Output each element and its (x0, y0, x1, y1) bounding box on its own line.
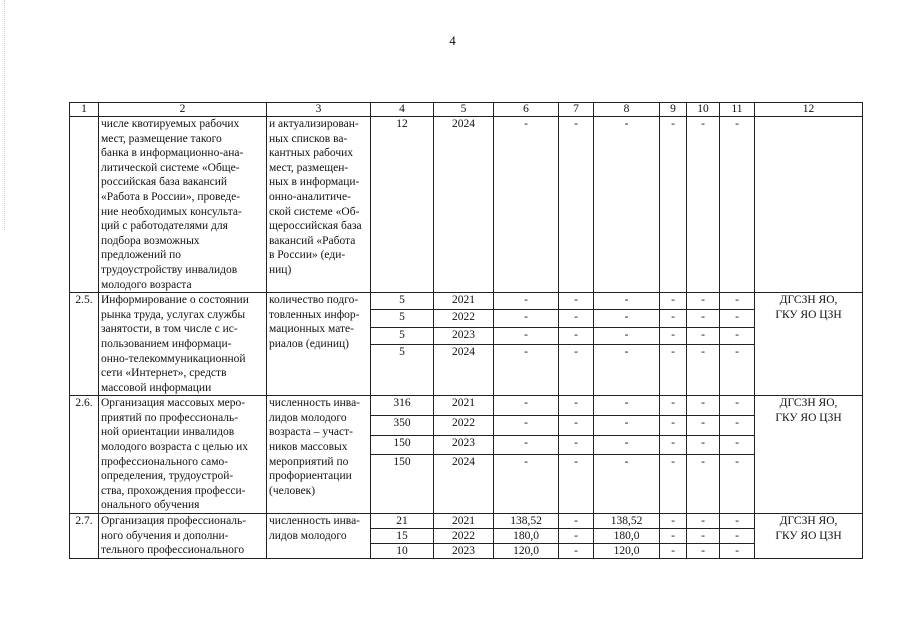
header-cell-2: 2 (99, 103, 267, 117)
value-cell-col7: - (559, 117, 594, 293)
value-cell-col8: 138,52 (594, 514, 660, 529)
value-cell-col7: - (559, 327, 594, 344)
executor-organization (755, 396, 863, 514)
value-cell-col6: 138,52 (494, 514, 559, 529)
value-cell-col4: 5 (371, 310, 434, 327)
measure-description-line: ного обучения и дополни- (101, 529, 229, 542)
value-cell-col8: - (594, 344, 660, 396)
indicator-description-line: лидов молодого (269, 411, 347, 424)
value-cell-col10: - (687, 455, 720, 514)
value-cell-col9: - (660, 396, 687, 416)
indicator-description-line: лидов молодого (269, 529, 347, 542)
value-cell-col6: 120,0 (494, 544, 559, 559)
value-cell-col6: - (494, 455, 559, 514)
indicator-description-line: мест, размещен- (269, 161, 349, 174)
indicator-description-line: (человек) (269, 484, 316, 497)
value-cell-col4: 12 (371, 117, 434, 293)
indicator-description-line: возраста – участ- (269, 426, 353, 439)
measure-description (99, 117, 267, 293)
value-cell-col8: - (594, 310, 660, 327)
measure-description (99, 396, 267, 514)
indicator-description (267, 117, 371, 293)
value-cell-col9: - (660, 415, 687, 435)
value-cell-col9: - (660, 117, 687, 293)
executor-organization (755, 117, 863, 293)
indicator-description-line: численность инва- (269, 397, 361, 410)
header-cell-6: 6 (494, 103, 559, 117)
header-cell-12: 12 (755, 103, 863, 117)
header-cell-10: 10 (687, 103, 720, 117)
value-cell-col6: - (494, 396, 559, 416)
value-cell-col11: - (720, 435, 755, 455)
value-cell-col7: - (559, 396, 594, 416)
item-number: 2.7. (70, 514, 99, 559)
executor-organization (755, 514, 863, 559)
indicator-description-line: и актуализирован- (269, 118, 359, 130)
executor-line: ДГСЗН ЯО, (779, 294, 838, 307)
measure-description-line: ций с работодателями для (101, 220, 228, 233)
value-cell-col10: - (687, 117, 720, 293)
value-cell-col11: - (720, 396, 755, 416)
value-cell-col10: - (687, 344, 720, 396)
value-cell-col4: 150 (371, 435, 434, 455)
value-cell-col7: - (559, 455, 594, 514)
value-cell-col5: 2022 (434, 529, 494, 544)
value-cell-col9: - (660, 327, 687, 344)
value-cell-col11: - (720, 310, 755, 327)
value-cell-col6: - (494, 435, 559, 455)
header-cell-5: 5 (434, 103, 494, 117)
value-cell-col10: - (687, 293, 720, 310)
value-cell-col11: - (720, 529, 755, 544)
program-table (69, 102, 863, 559)
value-cell-col9: - (660, 514, 687, 529)
value-cell-col7: - (559, 529, 594, 544)
measure-description-line: профессионального само- (101, 455, 229, 468)
indicator-description (267, 293, 371, 396)
value-cell-col5: 2024 (434, 117, 494, 293)
measure-description-line: приятий по профессиональ- (101, 411, 239, 424)
measure-description-line: пользованием информаци- (101, 337, 232, 350)
value-cell-col7: - (559, 514, 594, 529)
indicator-description-line: ных списков ва- (269, 132, 348, 145)
value-cell-col5: 2023 (434, 327, 494, 344)
indicator-description-line: профориентации (269, 470, 352, 483)
value-cell-col6: - (494, 415, 559, 435)
measure-description (99, 293, 267, 396)
indicator-description-line: вакансий «Работа (269, 234, 356, 247)
measure-description-line: мест, размещение такого (101, 132, 222, 145)
measure-description-line: массовой информации (101, 381, 212, 394)
measure-description-line: «Работа в России», проведе- (101, 190, 241, 203)
value-cell-col4: 5 (371, 344, 434, 396)
value-cell-col5: 2024 (434, 455, 494, 514)
value-cell-col7: - (559, 344, 594, 396)
measure-description-line: подбора возможных (101, 234, 200, 247)
value-cell-col10: - (687, 529, 720, 544)
value-cell-col4: 15 (371, 529, 434, 544)
value-cell-col11: - (720, 544, 755, 559)
value-cell-col4: 5 (371, 327, 434, 344)
measure-description-line: ной ориентации инвалидов (101, 426, 235, 439)
executor-organization (755, 293, 863, 396)
indicator-description-line: товленных инфор- (269, 308, 360, 321)
value-cell-col9: - (660, 455, 687, 514)
indicator-description-line: риалов (единиц) (269, 337, 349, 350)
measure-description-line: сети «Интернет», средств (101, 367, 227, 380)
value-cell-col8: - (594, 435, 660, 455)
value-cell-col11: - (720, 514, 755, 529)
table-body (70, 103, 863, 559)
value-cell-col4: 21 (371, 514, 434, 529)
measure-description-line: ства, прохождения професси- (101, 484, 246, 497)
measure-description-line: литической системе «Обще- (101, 161, 240, 174)
value-cell-col9: - (660, 435, 687, 455)
value-cell-col8: - (594, 455, 660, 514)
executor-line: ДГСЗН ЯО, (779, 515, 838, 528)
indicator-description (267, 396, 371, 514)
value-cell-col8: - (594, 415, 660, 435)
value-cell-col5: 2021 (434, 396, 494, 416)
measure-description (99, 514, 267, 559)
value-cell-col10: - (687, 544, 720, 559)
measure-description-line: предложений по (101, 249, 182, 262)
value-cell-col4: 150 (371, 455, 434, 514)
table-row (70, 396, 863, 416)
indicator-description-line: численность инва- (269, 515, 361, 528)
value-cell-col6: 180,0 (494, 529, 559, 544)
executor-line: ГКУ ЯО ЦЗН (775, 309, 842, 322)
header-cell-1: 1 (70, 103, 99, 117)
value-cell-col5: 2023 (434, 435, 494, 455)
executor-line: ГКУ ЯО ЦЗН (775, 530, 842, 543)
value-cell-col5: 2022 (434, 415, 494, 435)
value-cell-col10: - (687, 415, 720, 435)
value-cell-col10: - (687, 310, 720, 327)
indicator-description (267, 514, 371, 559)
value-cell-col11: - (720, 293, 755, 310)
measure-description-line: числе квотируемых рабочих (101, 118, 240, 130)
value-cell-col11: - (720, 455, 755, 514)
value-cell-col10: - (687, 435, 720, 455)
table-row (70, 117, 863, 293)
indicator-description-line: в России» (еди- (269, 249, 346, 262)
indicator-description-line: щероссийская база (269, 220, 362, 233)
value-cell-col4: 5 (371, 293, 434, 310)
value-cell-col6: - (494, 117, 559, 293)
value-cell-col11: - (720, 117, 755, 293)
indicator-description-line: онно-аналитиче- (269, 190, 351, 203)
value-cell-col9: - (660, 310, 687, 327)
header-cell-11: 11 (720, 103, 755, 117)
measure-description-line: рынка труда, услугах службы (101, 308, 246, 321)
value-cell-col6: - (494, 344, 559, 396)
measure-description-line: Организация профессиональ- (101, 515, 247, 528)
value-cell-col10: - (687, 514, 720, 529)
value-cell-col9: - (660, 529, 687, 544)
measure-description-line: молодого возраста (101, 278, 192, 291)
measure-description-line: онального обучения (101, 499, 200, 512)
measure-description-line: тельного профессионального (101, 544, 245, 557)
value-cell-col8: - (594, 293, 660, 310)
measure-description-line: российская база вакансий (101, 176, 228, 189)
item-number: 2.6. (70, 396, 99, 514)
indicator-description-line: ников массовых (269, 441, 348, 454)
value-cell-col5: 2021 (434, 514, 494, 529)
value-cell-col6: - (494, 293, 559, 310)
value-cell-col8: 120,0 (594, 544, 660, 559)
header-cell-9: 9 (660, 103, 687, 117)
value-cell-col11: - (720, 327, 755, 344)
value-cell-col7: - (559, 310, 594, 327)
value-cell-col9: - (660, 544, 687, 559)
header-cell-7: 7 (559, 103, 594, 117)
value-cell-col9: - (660, 344, 687, 396)
value-cell-col10: - (687, 327, 720, 344)
item-number (70, 117, 99, 293)
value-cell-col6: - (494, 310, 559, 327)
measure-description-line: определения, трудоустрой- (101, 470, 234, 483)
value-cell-col5: 2023 (434, 544, 494, 559)
indicator-description-line: ской системе «Об- (269, 205, 360, 218)
value-cell-col4: 316 (371, 396, 434, 416)
header-cell-4: 4 (371, 103, 434, 117)
measure-description-line: банка в информационно-ана- (101, 147, 244, 160)
value-cell-col8: - (594, 396, 660, 416)
indicator-description-line: количество подго- (269, 294, 359, 307)
value-cell-col5: 2024 (434, 344, 494, 396)
value-cell-col11: - (720, 415, 755, 435)
measure-description-line: молодого возраста с целью их (101, 441, 249, 454)
indicator-description-line: кантных рабочих (269, 147, 354, 160)
value-cell-col10: - (687, 396, 720, 416)
measure-description-line: онно-телекоммуникационной (101, 352, 246, 365)
indicator-description-line: ниц) (269, 263, 292, 276)
value-cell-col5: 2021 (434, 293, 494, 310)
measure-description-line: Информирование о состоянии (101, 294, 249, 307)
indicator-description-line: мероприятий по (269, 455, 349, 468)
value-cell-col7: - (559, 293, 594, 310)
value-cell-col8: 180,0 (594, 529, 660, 544)
executor-line: ГКУ ЯО ЦЗН (775, 412, 842, 425)
page-number: 4 (449, 33, 456, 48)
value-cell-col7: - (559, 544, 594, 559)
indicator-description-line: мационных мате- (269, 323, 354, 336)
header-cell-8: 8 (594, 103, 660, 117)
value-cell-col4: 350 (371, 415, 434, 435)
value-cell-col5: 2022 (434, 310, 494, 327)
indicator-description-line: ных в информаци- (269, 176, 360, 189)
table-row (70, 293, 863, 310)
value-cell-col6: - (494, 327, 559, 344)
value-cell-col11: - (720, 344, 755, 396)
value-cell-col4: 10 (371, 544, 434, 559)
item-number: 2.5. (70, 293, 99, 396)
measure-description-line: трудоустройству инвалидов (101, 263, 238, 276)
value-cell-col7: - (559, 435, 594, 455)
value-cell-col8: - (594, 117, 660, 293)
measure-description-line: Организация массовых меро- (101, 397, 246, 410)
value-cell-col8: - (594, 327, 660, 344)
table-row (70, 514, 863, 529)
header-cell-3: 3 (267, 103, 371, 117)
measure-description-line: ние необходимых консульта- (101, 205, 242, 218)
column-number-header (70, 103, 863, 117)
value-cell-col9: - (660, 293, 687, 310)
value-cell-col7: - (559, 415, 594, 435)
executor-line: ДГСЗН ЯО, (779, 397, 838, 410)
measure-description-line: занятости, в том числе с ис- (101, 323, 238, 336)
